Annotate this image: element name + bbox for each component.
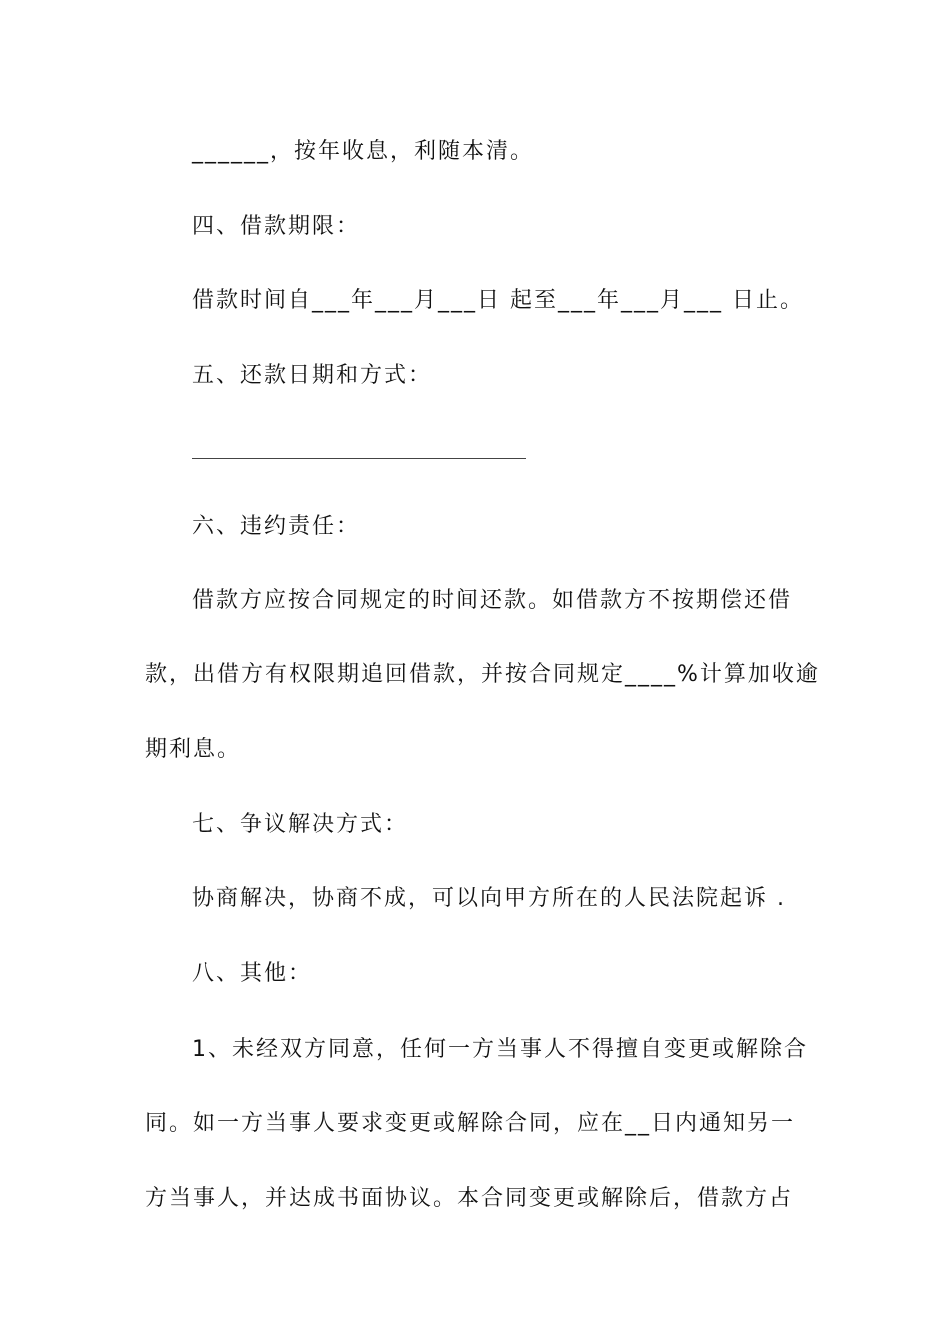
section-heading-loan-term: 四、借款期限： xyxy=(192,214,361,239)
other-clause-line-2: 同。如一方当事人要求变更或解除合同，应在__日内通知另一 xyxy=(145,1111,796,1136)
section-heading-dispute: 七、争议解决方式： xyxy=(192,812,409,837)
other-clause-line-1: 1、未经双方同意，任何一方当事人不得擅自变更或解除合 xyxy=(192,1037,808,1062)
section-heading-other: 八、其他： xyxy=(192,961,313,986)
liability-paragraph-line-2: 款，出借方有权限期追回借款，并按合同规定____%计算加收逾 xyxy=(145,662,820,687)
section-heading-repayment: 五、还款日期和方式： xyxy=(192,363,433,388)
repayment-blank-rule xyxy=(192,458,526,459)
liability-paragraph-line-1: 借款方应按合同规定的时间还款。如借款方不按期偿还借 xyxy=(192,588,793,613)
section-heading-liability: 六、违约责任： xyxy=(192,514,361,539)
interest-clause-line: ______，按年收息，利随本清。 xyxy=(192,139,535,164)
dispute-resolution-line: 协商解决，协商不成，可以向甲方所在的人民法院起诉 . xyxy=(192,886,786,911)
liability-paragraph-line-3: 期利息。 xyxy=(145,737,242,762)
other-clause-line-3: 方当事人，并达成书面协议。本合同变更或解除后，借款方占 xyxy=(145,1186,794,1211)
loan-period-line: 借款时间自___年___月___日 起至___年___月___ 日止。 xyxy=(192,288,804,313)
